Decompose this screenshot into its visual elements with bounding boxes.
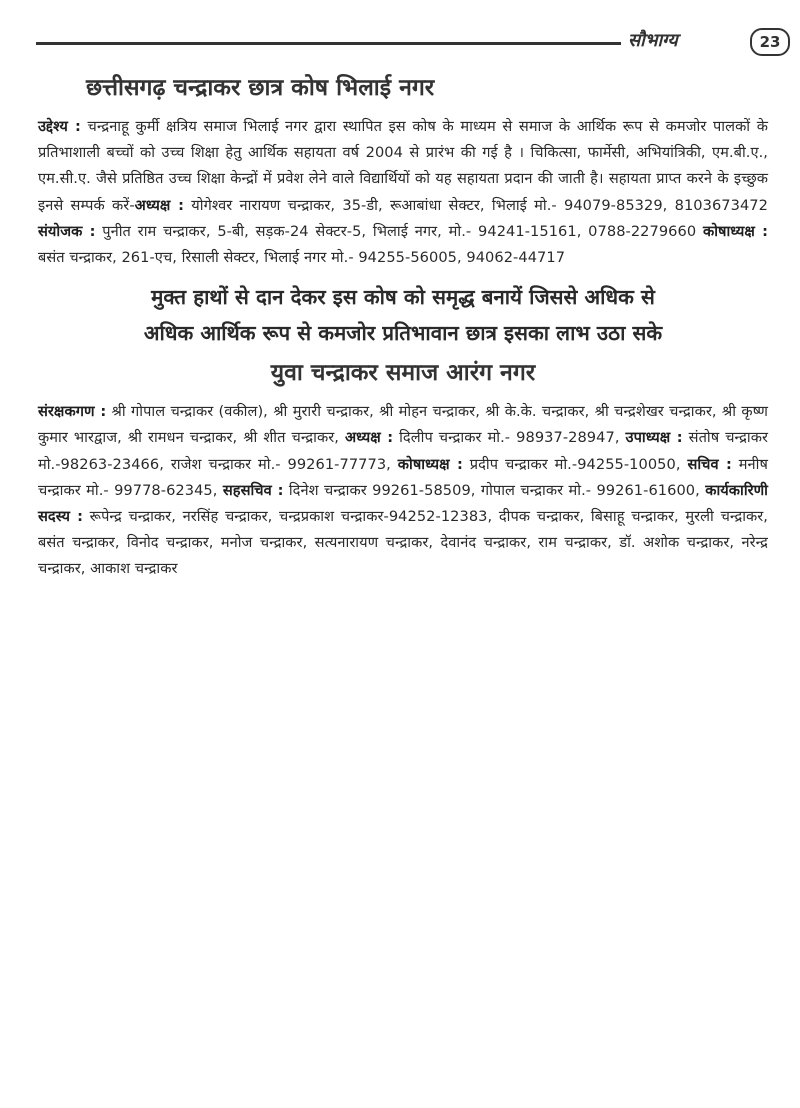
appeal-line-2: अधिक आर्थिक रूप से कमजोर प्रतिभावान छात्र इसका लाभ उठा सके <box>143 321 663 346</box>
objective-label: उद्देश्य : <box>38 118 81 135</box>
president-label: अध्यक्ष : <box>134 196 185 214</box>
appeal-line-1: मुक्त हाथों से दान देकर इस कोष को समृद्ध बनायें जिससे अधिक से <box>151 285 655 310</box>
treasurer-text: बसंत चन्द्राकर, 261-एच, रिसाली सेक्टर, भिलाई नगर मो.- 94255-56005, 94062-44717 <box>38 249 566 267</box>
joint-secretary-label: सहसचिव : <box>222 481 284 499</box>
vice-president-text: संतोष चन्द्राकर मो.-98263-23466, राजेश चन्द्राकर मो.- 99261-77773, <box>38 429 768 473</box>
objective-text: चन्द्रनाहू कुर्मी क्षत्रिय समाज भिलाई नगर द्वारा स्थापित इस कोष के माध्यम से समाज के आर्थिक रूप से कमजोर पालकों के प्रतिभाशाली बच्चों को उच्च शिक्षा हेतु आर्थिक सहायता वर्ष 2004 से प्रारंभ की गई है । चिकित्सा, फार्मेसी, अभियांत्रिकी, एम.बी.ए., एम.सी.ए. जैसे प्रतिष्ठित उच्च शिक्षा केन्द्रों में प्रवेश लेने वाले विद्यार्थियों को यह सहायता प्रदान की जाती है। सहायता प्राप्त करने के इच्छुक इनसे सम्पर्क करें- <box>38 118 768 214</box>
section2-title: युवा चन्द्राकर समाज आरंग नगर <box>270 360 536 387</box>
page-header <box>36 24 788 64</box>
vice-president-label: उपाध्यक्ष : <box>625 429 683 447</box>
section1-body <box>38 114 768 271</box>
treasurer-label: कोषाध्यक्ष : <box>702 222 768 240</box>
s2-president-label: अध्यक्ष : <box>344 429 394 447</box>
executive-members-text: रूपेन्द्र चन्द्राकर, नरसिंह चन्द्राकर, चन्द्रप्रकाश चन्द्राकर-94252-12383, दीपक चन्द्राकर, बिसाहू चन्द्राकर, मुरली चन्द्राकर, बसंत चन्द्राकर, विनोद चन्द्राकर, मनोज चन्द्राकर, सत्यनारायण चन्द्राकर, देवानंद चन्द्राकर, राम चन्द्राकर, डॉ. अशोक चन्द्राकर, नरेन्द्र चन्द्राकर, आकाश चन्द्राकर <box>38 508 768 578</box>
section1-title: छत्तीसगढ़ चन्द्राकर छात्र कोष भिलाई नगर <box>86 75 435 101</box>
page-content <box>38 66 768 583</box>
donation-appeal <box>38 279 768 351</box>
section2-body <box>38 399 768 582</box>
header-rule <box>36 42 621 45</box>
secretary-text: मनीष चन्द्राकर मो.- 99778-62345, <box>38 455 768 499</box>
s2-treasurer-label: कोषाध्यक्ष : <box>397 455 463 473</box>
joint-secretary-text: दिनेश चन्द्राकर 99261-58509, गोपाल चन्द्राकर मो.- 99261-61600, <box>283 481 706 499</box>
convener-label: संयोजक : <box>38 222 96 240</box>
page-number: 23 <box>750 28 790 56</box>
magazine-title: सौभाग्य <box>628 30 678 51</box>
convener-text: पुनीत राम चन्द्राकर, 5-बी, सड़क-24 सेक्टर-5, भिलाई नगर, मो.- 94241-15161, 0788-2279660 <box>95 222 703 240</box>
s2-treasurer-text: प्रदीप चन्द्राकर मो.-94255-10050, <box>462 455 688 473</box>
patrons-text: श्री गोपाल चन्द्राकर (वकील), श्री मुरारी चन्द्राकर, श्री मोहन चन्द्राकर, श्री के.के. चन्द्राकर, श्री चन्द्रशेखर चन्द्राकर, श्री कृष्ण कुमार भारद्वाज, श्री रामधन चन्द्राकर, श्री शीत चन्द्राकर, <box>38 403 768 447</box>
secretary-label: सचिव : <box>687 455 732 473</box>
executive-members-label: कार्यकारिणी सदस्य : <box>38 481 769 526</box>
patrons-label: संरक्षकगण : <box>38 403 107 421</box>
president-text: योगेश्वर नारायण चन्द्राकर, 35-डी, रूआबांधा सेक्टर, भिलाई मो.- 94079-85329, 8103673472 <box>184 196 768 214</box>
s2-president-text: दिलीप चन्द्राकर मो.- 98937-28947, <box>393 429 626 447</box>
